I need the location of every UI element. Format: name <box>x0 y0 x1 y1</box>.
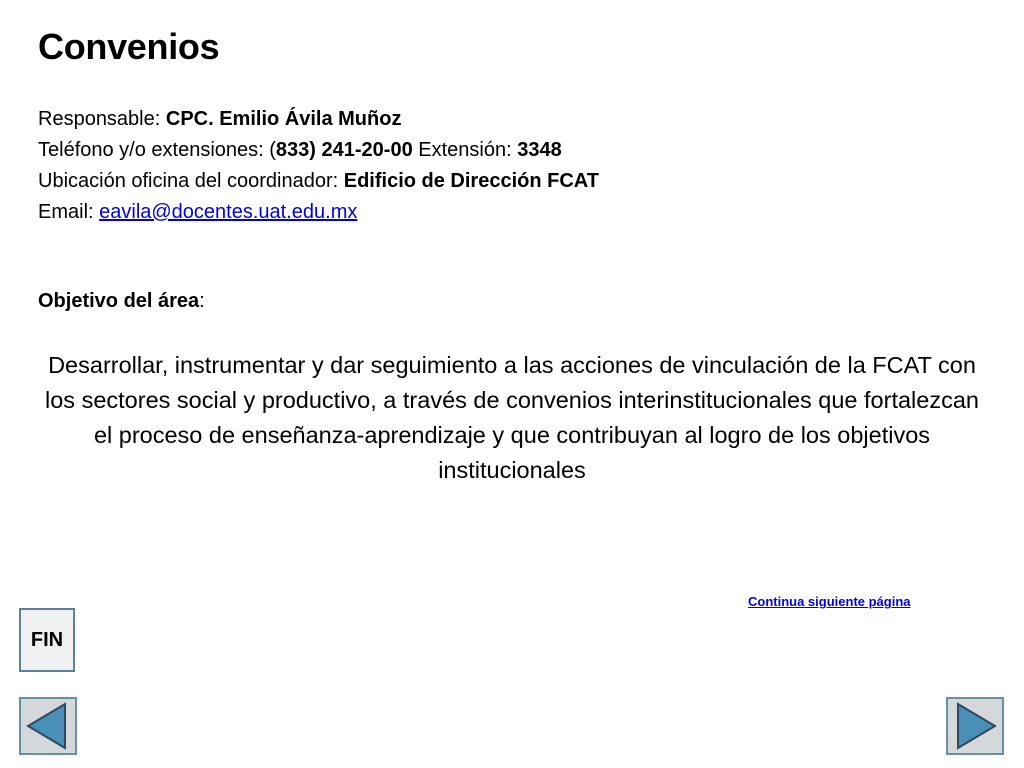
page-title: Convenios <box>38 26 220 67</box>
continue-link-wrapper <box>748 594 911 609</box>
next-button[interactable] <box>946 697 1004 755</box>
email-link[interactable]: eavila@docentes.uat.edu.mx <box>99 201 358 223</box>
objective-heading <box>38 290 205 313</box>
office-label: Ubicación oficina del coordinador: <box>38 170 344 192</box>
objective-text: Desarrollar, instrumentar y dar seguimiento a las acciones de vinculación de la FCAT con los sectores social y productivo, a través de convenios interinstitucionales que fortalezcan el proceso de enseñanza-aprendizaje y que contribuyan al logro de los objetivos institucionales <box>45 352 979 483</box>
office-value: Edificio de Dirección FCAT <box>343 170 599 192</box>
objective-label: Objetivo del área <box>38 290 200 312</box>
phone-value: 833) 241-20-00 <box>275 139 413 161</box>
phone-line <box>38 135 599 166</box>
responsable-line <box>38 104 599 135</box>
email-label: Email: <box>38 201 100 223</box>
extension-value: 3348 <box>517 139 562 161</box>
objective-colon: : <box>199 290 205 312</box>
phone-label: Teléfono y/o extensiones: ( <box>38 139 276 161</box>
fin-button[interactable]: FIN <box>19 608 75 672</box>
triangle-left-icon <box>21 699 75 753</box>
continue-link[interactable]: Continua siguiente página <box>748 594 911 609</box>
previous-button[interactable] <box>19 697 77 755</box>
email-line <box>38 197 599 228</box>
extension-label: Extensión: <box>412 139 518 161</box>
responsable-value: CPC. Emilio Ávila Muñoz <box>165 108 402 130</box>
office-line <box>38 166 599 197</box>
contact-info <box>38 104 599 228</box>
responsable-label: Responsable: <box>38 108 166 130</box>
triangle-right-icon <box>948 699 1002 753</box>
